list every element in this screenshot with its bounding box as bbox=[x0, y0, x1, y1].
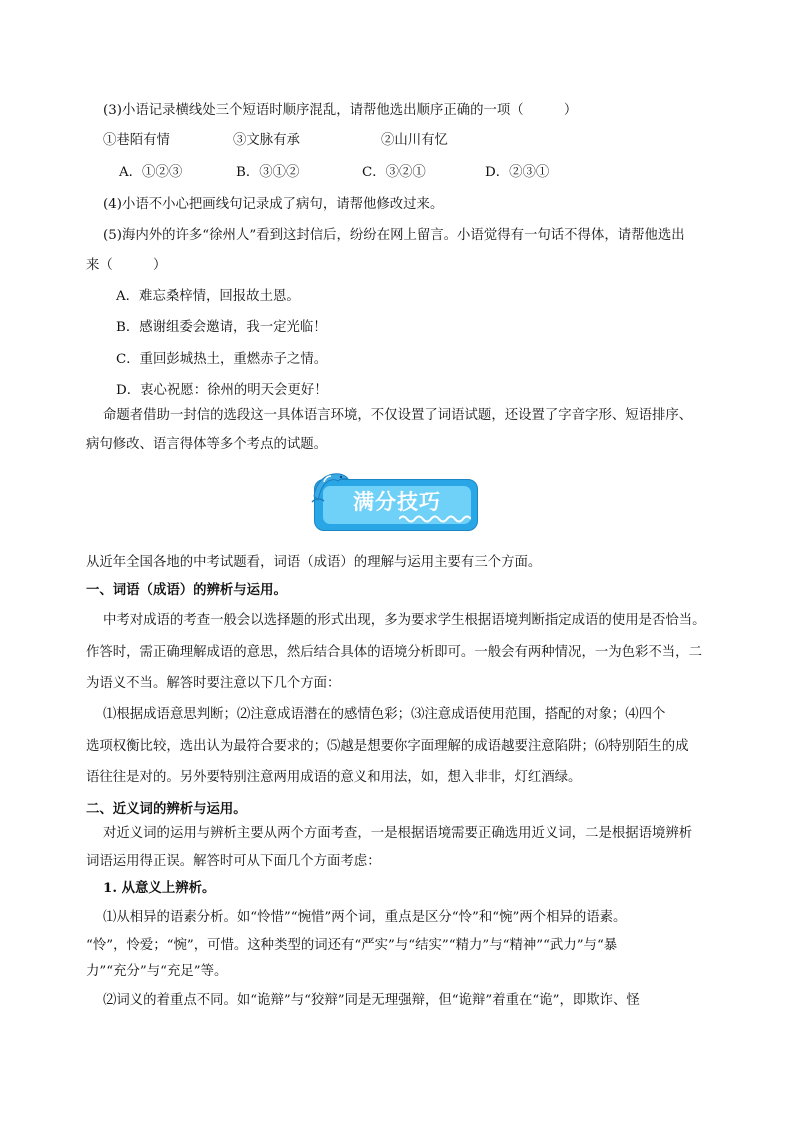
q3-stem: (3)小语记录横线处三个短语时顺序混乱，请帮他选出顺序正确的一项（ ） bbox=[103, 103, 578, 118]
dolphin-icon bbox=[310, 466, 350, 504]
section2-p2-line2: “怜”，怜爱；“惋”，可惜。这种类型的词还有“严实”与“结实”“精力”与“精神”“武力”与“暴 bbox=[86, 938, 618, 953]
section2-sub1: 1. 从意义上辨析。 bbox=[103, 880, 216, 896]
wave-decoration-icon bbox=[399, 514, 471, 524]
q5-choice-a: A．难忘桑梓情，回报故土恩。 bbox=[116, 289, 300, 304]
q4-stem: (4)小语不小心把画线句记录成了病句，请帮他修改过来。 bbox=[103, 197, 444, 212]
section2-p3-line1: ⑵词义的着重点不同。如“诡辩”与“狡辩”同是无理强辩，但“诡辩”着重在“诡”，即欺诈、怪 bbox=[103, 993, 640, 1008]
section2-p2-line1: ⑴从相异的语素分析。如“怜惜”“惋惜”两个词，重点是区分“怜”和“惋”两个相异的语素。 bbox=[103, 910, 627, 925]
banner-label: 满分技巧 bbox=[353, 490, 441, 514]
summary-line2: 病句修改、语言得体等多个考点的试题。 bbox=[86, 437, 328, 452]
section1-p2-line2: 选项权衡比较，选出认为最符合要求的；⑸越是想要你字面理解的成语越要注意陷阱；⑹特别陌生的成 bbox=[86, 739, 689, 754]
section2-p1-line1: 对近义词的运用与辨析主要从两个方面考查，一是根据语境需要正确选用近义词，二是根据语境辨析 bbox=[103, 826, 693, 841]
q3-choice-c: C．③②① bbox=[362, 165, 426, 180]
section-banner bbox=[314, 476, 480, 532]
q3-phrase-1: ①巷陌有情 bbox=[103, 133, 170, 148]
intro-text: 从近年全国各地的中考试题看，词语（成语）的理解与运用主要有三个方面。 bbox=[86, 555, 542, 570]
q3-choice-d: D．②③① bbox=[485, 165, 550, 180]
section1-p1-line1: 中考对成语的考查一般会以选择题的形式出现，多为要求学生根据语境判断指定成语的使用是否恰当。 bbox=[103, 613, 706, 628]
q5-choice-d: D．衷心祝愿：徐州的明天会更好！ bbox=[116, 383, 328, 398]
section1-p1-line2: 作答时，需正确理解成语的意思，然后结合具体的语境分析即可。一般会有两种情况，一为色彩不当，二 bbox=[86, 645, 702, 660]
q3-choice-b: B．③①② bbox=[236, 165, 300, 180]
q5-stem-line2: 来（ ） bbox=[86, 258, 167, 273]
section1-p2-line3: 语往往是对的。另外要特别注意两用成语的意义和用法，如，想入非非，灯红酒绿。 bbox=[86, 770, 582, 785]
q3-phrase-3: ②山川有忆 bbox=[381, 133, 448, 148]
q5-choice-b: B．感谢组委会邀请，我一定光临！ bbox=[116, 320, 327, 335]
q5-choice-c: C．重回彭城热土，重燃赤子之情。 bbox=[116, 352, 328, 367]
section1-p1-line3: 为语义不当。解答时要注意以下几个方面： bbox=[86, 676, 341, 691]
q3-phrase-2: ③文脉有承 bbox=[233, 133, 300, 148]
section2-p1-line2: 词语运用得正误。解答时可从下面几个方面考虑： bbox=[86, 854, 381, 869]
q3-choice-a: A．①②③ bbox=[119, 165, 183, 180]
q5-stem-line1: (5)海内外的许多“徐州人”看到这封信后，纷纷在网上留言。小语觉得有一句话不得体，请帮他选出 bbox=[103, 228, 685, 243]
section1-p2-line1: ⑴根据成语意思判断；⑵注意成语潜在的感情色彩；⑶注意成语使用范围，搭配的对象；⑷四个 bbox=[103, 707, 666, 722]
section2-heading: 二、近义词的辨析与运用。 bbox=[86, 801, 247, 817]
section1-heading: 一、词语（成语）的辨析与运用。 bbox=[86, 582, 287, 598]
summary-line1: 命题者借助一封信的选段这一具体语言环境，不仅设置了词语试题，还设置了字音字形、短语排序、 bbox=[103, 408, 693, 423]
section2-p2-line3: 力”“充分”与“充足”等。 bbox=[86, 964, 228, 979]
